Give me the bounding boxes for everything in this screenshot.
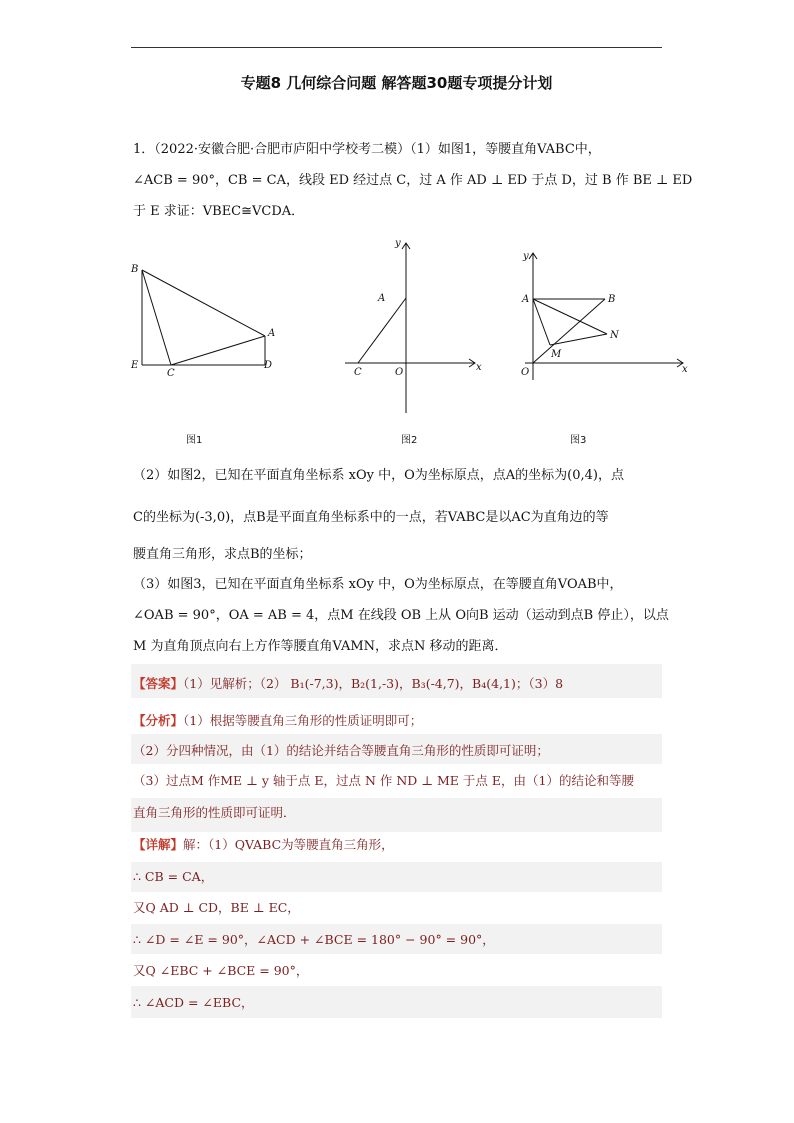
label-d: D — [264, 360, 273, 371]
label-o: O — [395, 367, 404, 378]
figure-1-caption: 图1 — [186, 435, 203, 446]
analysis-tag: 【分析】 — [133, 713, 184, 728]
detail-line-4: ∴ ∠D = ∠E = 90°，∠ACD + ∠BCE = 180° − 90° = 90°， — [133, 932, 495, 947]
detail-line-1 — [133, 836, 394, 854]
figure-2-caption: 图2 — [401, 435, 418, 446]
analysis-line-1 — [133, 712, 422, 730]
figure-2 — [340, 235, 490, 420]
figure-3 — [515, 245, 690, 385]
analysis-line-3: （3）过点M 作ME ⊥ y 轴于点 E，过点 N 作 ND ⊥ ME 于点 E，由（1）的结论和等腰 — [133, 773, 634, 788]
label-a: A — [268, 328, 276, 339]
label-x: x — [682, 364, 688, 375]
label-y: y — [523, 251, 529, 262]
segment-ba — [142, 270, 265, 336]
problem-line-3: 于 E 求证：VBEC≅VCDA． — [133, 204, 305, 219]
page-title: 专题8 几何综合问题 解答题30题专项提分计划 — [240, 74, 553, 92]
part3-line-2: ∠OAB = 90°，OA = AB = 4，点M 在线段 OB 上从 O向B 运动（运动到点B 停止），以点 — [133, 608, 669, 623]
answer-tag: 【答案】 — [133, 676, 184, 691]
label-b: B — [131, 264, 139, 275]
segment-ca — [358, 298, 406, 363]
label-m: M — [551, 349, 562, 360]
figure-3-diagram — [515, 245, 690, 385]
detail-line-2: ∴ CB = CA， — [133, 869, 214, 884]
answer-text: （1）见解析；（2） B₁(-7,3)，B₂(1,-3)，B₃(-4,7)，B₄(4,1)；（3）8 — [183, 676, 564, 691]
label-x: x — [476, 362, 482, 373]
detail-line-3: 又Q AD ⊥ CD，BE ⊥ EC， — [133, 900, 300, 915]
header-rule — [131, 47, 662, 48]
detail-line-6: ∴ ∠ACD = ∠EBC， — [133, 995, 254, 1010]
label-e: E — [131, 360, 139, 371]
problem-line-1: 1．（2022·安徽合肥·合肥市庐阳中学校考二模）（1）如图1，等腰直角VABC中， — [133, 142, 601, 157]
part2-line-1: （2）如图2，已知在平面直角坐标系 xOy 中，O为坐标原点，点A的坐标为(0,4)，点 — [133, 468, 625, 483]
detail-line-5: 又Q ∠EBC + ∠BCE = 90°， — [133, 963, 309, 978]
part2-line-2: C的坐标为(-3,0)，点B是平面直角坐标系中的一点，若VABC是以AC为直角边的等 — [133, 510, 609, 525]
problem-line-2: ∠ACB = 90°，CB = CA，线段 ED 经过点 C，过 A 作 AD ⊥ ED 于点 D，过 B 作 BE ⊥ ED — [133, 173, 693, 188]
part3-line-1: （3）如图3，已知在平面直角坐标系 xOy 中，O为坐标原点，在等腰直角VOAB中， — [133, 577, 623, 592]
analysis-text-1: （1）根据等腰直角三角形的性质证明即可； — [183, 713, 423, 728]
figure-1 — [125, 255, 285, 380]
detail-text-1: 解：（1）QVABC为等腰直角三角形， — [183, 837, 394, 852]
label-y: y — [395, 238, 401, 249]
analysis-line-2: （2）分四种情况，由（1）的结论并结合等腰直角三角形的性质即可证明； — [133, 743, 549, 758]
part2-line-3: 腰直角三角形，求点B的坐标； — [133, 547, 312, 562]
label-n: N — [610, 330, 619, 341]
figure-3-caption: 图3 — [570, 435, 587, 446]
segment-mn — [550, 334, 607, 345]
part3-line-3: M 为直角顶点向右上方作等腰直角VAMN，求点N 移动的距离． — [133, 639, 508, 654]
answer-line — [133, 675, 563, 693]
label-a: A — [378, 293, 386, 304]
label-b: B — [608, 294, 616, 305]
label-c: C — [354, 367, 362, 378]
label-o: O — [521, 367, 530, 378]
figure-2-diagram — [340, 235, 490, 420]
segment-ob — [533, 299, 605, 363]
figure-1-diagram — [125, 255, 285, 380]
segment-ca — [171, 336, 265, 365]
analysis-line-4: 直角三角形的性质即可证明． — [133, 805, 296, 820]
label-c: C — [167, 368, 175, 379]
segment-bc — [142, 270, 171, 365]
detail-tag: 【详解】 — [133, 837, 184, 852]
label-a: A — [522, 294, 530, 305]
